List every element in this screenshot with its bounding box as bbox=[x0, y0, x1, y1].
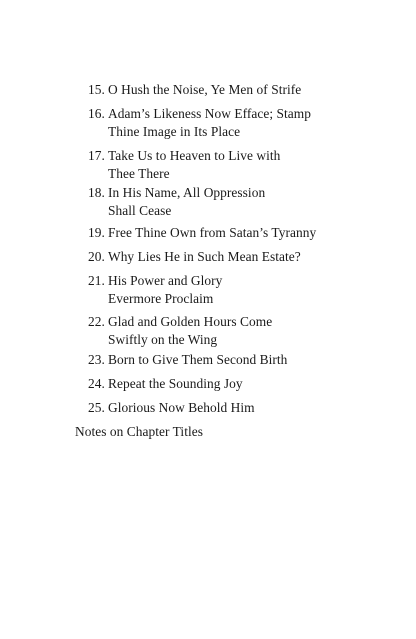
chapter-title-line: Born to Give Them Second Birth bbox=[108, 352, 288, 367]
chapter-title bbox=[108, 105, 311, 141]
chapter-number: 17. bbox=[88, 148, 105, 163]
chapter-number: 18. bbox=[88, 185, 105, 200]
chapter-title bbox=[108, 351, 288, 369]
chapter-title-line: Thine Image in Its Place bbox=[108, 124, 241, 139]
chapter-title-line: Adam’s Likeness Now Efface; Stamp bbox=[108, 106, 311, 121]
chapter-title bbox=[108, 184, 288, 220]
chapter-title-line: Why Lies He in Such Mean Estate? bbox=[108, 249, 301, 264]
chapter-title bbox=[108, 272, 288, 308]
chapter-title-line: Shall Cease bbox=[108, 203, 172, 218]
chapter-title-line: Glorious Now Behold Him bbox=[108, 400, 255, 415]
notes-title: Notes on Chapter Titles bbox=[75, 424, 203, 439]
chapter-title bbox=[108, 224, 317, 242]
chapter-number: 23. bbox=[88, 352, 105, 367]
chapter-title bbox=[108, 248, 301, 266]
chapter-number: 25. bbox=[88, 400, 105, 415]
chapter-title-line: Thee There bbox=[108, 166, 170, 181]
chapter-title bbox=[108, 399, 288, 417]
chapter-title-line: Repeat the Sounding Joy bbox=[108, 376, 243, 391]
chapter-number: 15. bbox=[88, 82, 105, 97]
chapter-title-line: Take Us to Heaven to Live with bbox=[108, 148, 281, 163]
chapter-number: 21. bbox=[88, 273, 105, 288]
chapter-number: 19. bbox=[88, 225, 105, 240]
chapter-number: 24. bbox=[88, 376, 105, 391]
chapter-title bbox=[108, 147, 288, 183]
chapter-title bbox=[108, 81, 302, 99]
chapter-title-line: Glad and Golden Hours Come bbox=[108, 314, 273, 329]
chapter-title bbox=[108, 375, 288, 393]
chapter-title-line: O Hush the Noise, Ye Men of Strife bbox=[108, 82, 302, 97]
chapter-number: 22. bbox=[88, 314, 105, 329]
chapter-title-line: Free Thine Own from Satan’s Tyranny bbox=[108, 225, 317, 240]
chapter-title-line: His Power and Glory bbox=[108, 273, 223, 288]
chapter-title-line: Evermore Proclaim bbox=[108, 291, 214, 306]
chapter-title-line: Swiftly on the Wing bbox=[108, 332, 218, 347]
chapter-title-line: In His Name, All Oppression bbox=[108, 185, 266, 200]
chapter-number: 16. bbox=[88, 106, 105, 121]
chapter-title bbox=[108, 313, 288, 349]
chapter-number: 20. bbox=[88, 249, 105, 264]
